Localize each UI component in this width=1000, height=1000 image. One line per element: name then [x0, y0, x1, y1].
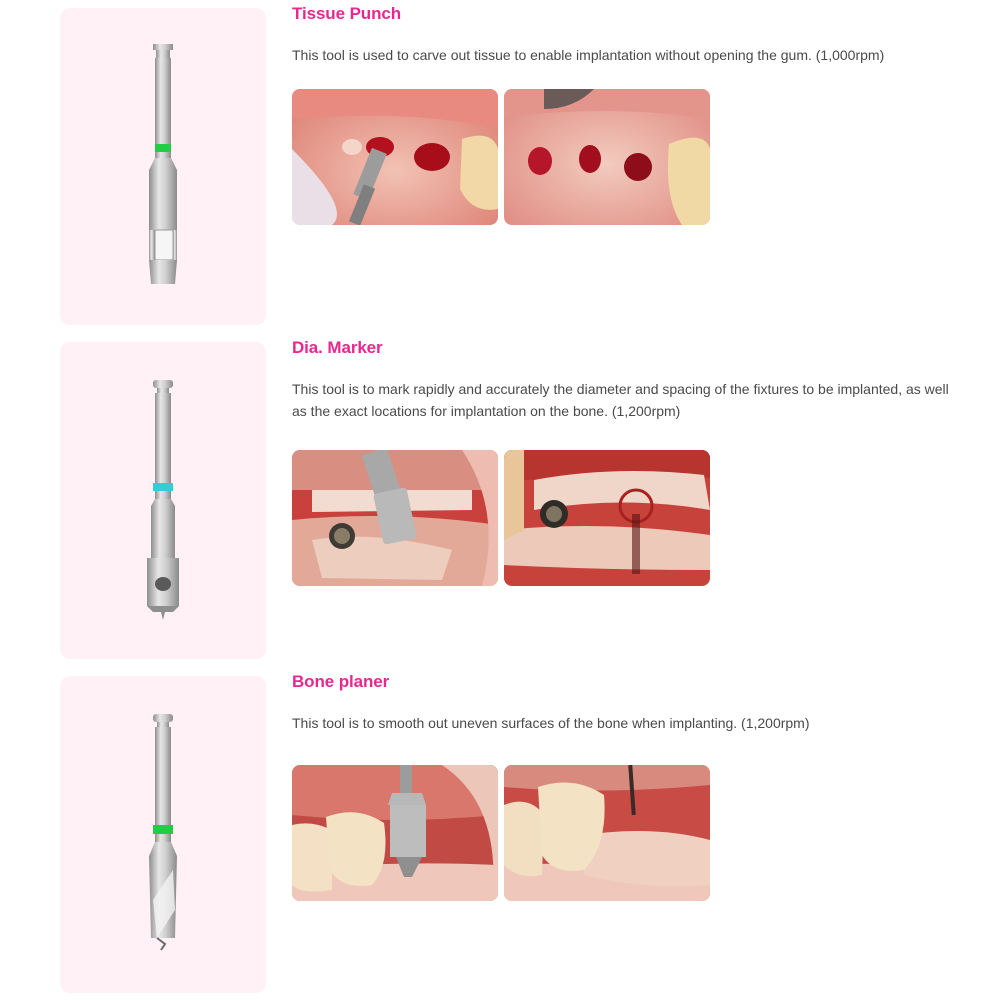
tool-image-card [60, 676, 266, 993]
tool-description: This tool is used to carve out tissue to enable implantation without opening the gum. (1,000rpm) [292, 47, 885, 63]
clinical-photo [504, 89, 710, 225]
tissue-punch-drill-icon [133, 42, 193, 292]
tool-description: This tool is to smooth out uneven surfaces of the bone when implanting. (1,200rpm) [292, 715, 810, 731]
tool-title: Tissue Punch [292, 4, 402, 23]
clinical-photo [504, 450, 710, 586]
tool-description: This tool is to mark rapidly and accurately the diameter and spacing of the fixtures to be implanted, as well as the exact locations for implantation on the bone. (1,200rpm) [292, 381, 949, 419]
tool-image-card [60, 8, 266, 325]
clinical-photo [292, 450, 498, 586]
tool-title: Bone planer [292, 672, 390, 691]
clinical-photo [292, 89, 498, 225]
dia-marker-drill-icon [133, 376, 193, 626]
clinical-photos [292, 89, 710, 225]
tool-title: Dia. Marker [292, 338, 383, 357]
clinical-photos [292, 450, 710, 586]
tool-image-card [60, 342, 266, 659]
clinical-photo [504, 765, 710, 901]
clinical-photos [292, 765, 710, 901]
clinical-photo [292, 765, 498, 901]
bone-planer-drill-icon [133, 710, 193, 960]
